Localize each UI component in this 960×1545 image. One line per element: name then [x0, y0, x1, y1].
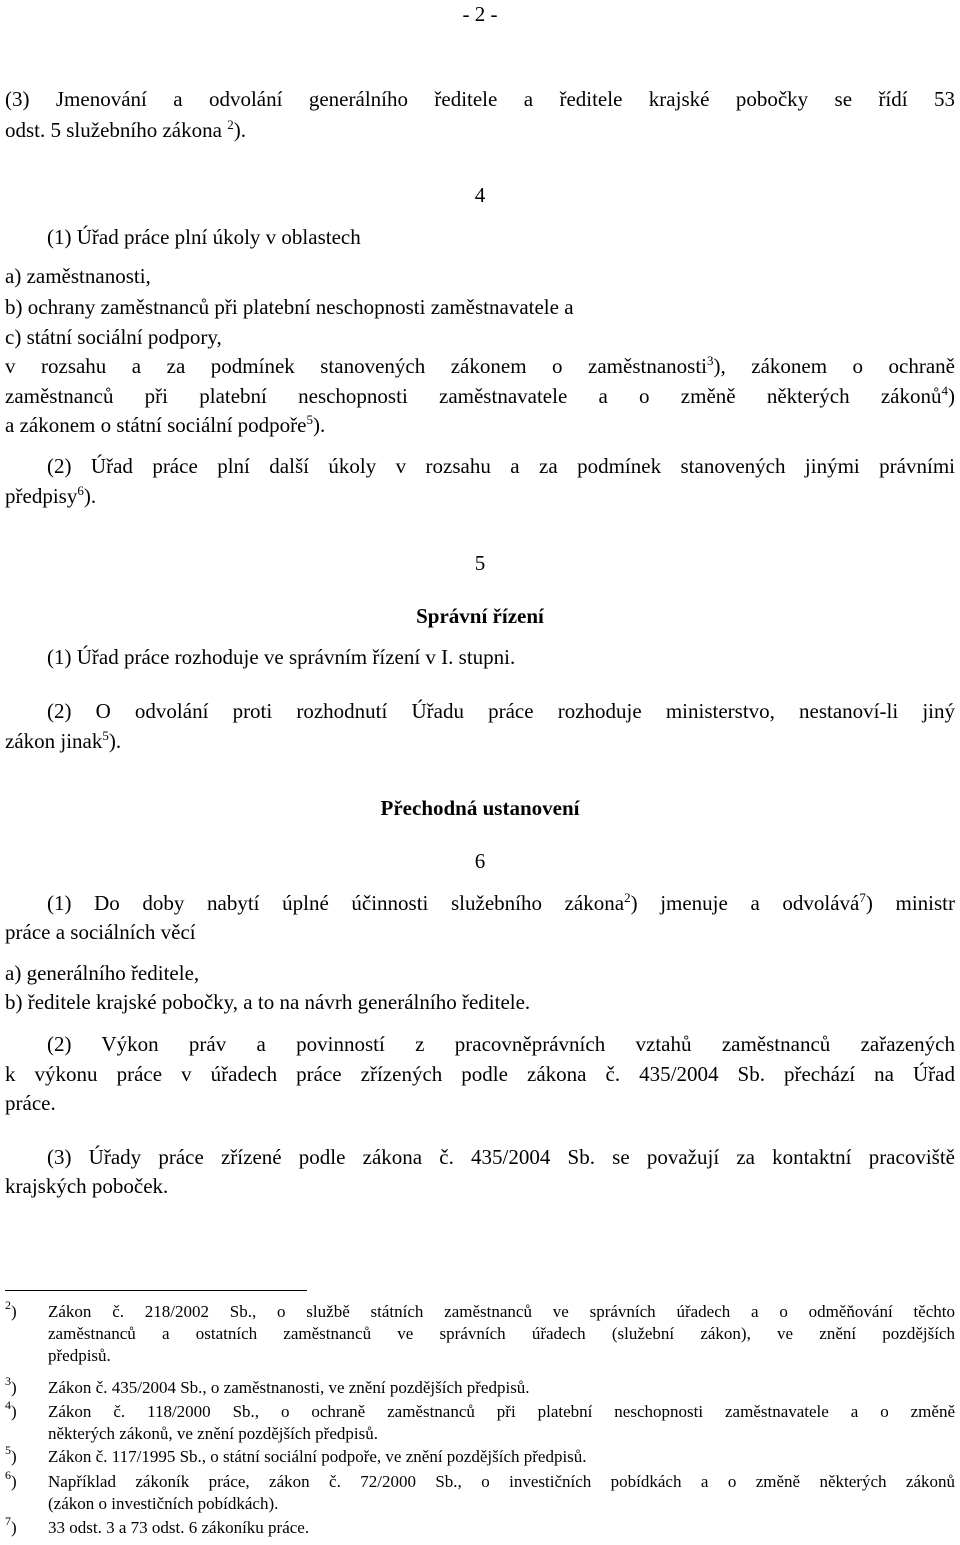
list-item: b) ochrany zaměstnanců při platební neschopnosti zaměstnavatele a: [5, 295, 574, 319]
footnote-number-digit: 6: [5, 1468, 11, 1482]
footnote-number-paren: ): [11, 1378, 17, 1397]
footnote-number-paren: ): [11, 1472, 17, 1491]
section-4-para2-line1: (2) Úřad práce plní další úkoly v rozsahu a za podmínek stanovených jinými právními: [47, 454, 955, 478]
footnote-number: [5, 1514, 17, 1538]
section-5-para1: (1) Úřad práce rozhoduje ve správním řízení v I. stupni.: [47, 645, 516, 669]
section-6-para2-line2: k výkonu práce v úřadech práce zřízených podle zákona č. 435/2004 Sb. přechází na Úřad: [5, 1062, 955, 1086]
footnote-text-line: některých zákonů, ve znění pozdějších předpisů.: [48, 1424, 378, 1443]
footnote-number: [5, 1398, 17, 1422]
section-4-text-line1: v rozsahu a za podmínek stanovených zákonem o zaměstnanosti$^3$), zákonem o ochraně: [5, 353, 955, 378]
transitional-title: Přechodná ustanovení: [380, 796, 580, 820]
section-5-heading: 5: [474, 551, 486, 575]
footnote-text-line: Zákon č. 117/1995 Sb., o státní sociální podpoře, ve znění pozdějších předpisů.: [48, 1447, 587, 1466]
list-item: a) generálního ředitele,: [5, 961, 200, 985]
section-6-heading: 6: [474, 849, 486, 873]
para3-line2: odst. 5 služebního zákona $^2$).: [5, 117, 246, 142]
footnote-number-digit: 7: [5, 1514, 11, 1528]
footnote-number-paren: ): [11, 1402, 17, 1421]
list-item: c) státní sociální podpory,: [5, 325, 222, 349]
footnote-number-digit: 5: [5, 1443, 11, 1457]
footnote-number-paren: ): [11, 1518, 17, 1537]
section-5-title: Správní řízení: [416, 604, 544, 628]
footnote-text-line: (zákon o investičních pobídkách).: [48, 1494, 279, 1513]
section-6-para1-line1: (1) Do doby nabytí úplné účinnosti služebního zákona$^2$) jmenuje a odvolává$^7$) ministr: [47, 890, 955, 915]
section-4-intro: (1) Úřad práce plní úkoly v oblastech: [47, 225, 361, 249]
section-5-para2-line1: (2) O odvolání proti rozhodnutí Úřadu práce rozhoduje ministerstvo, nestanoví-li jiný: [47, 699, 955, 723]
section-6-para2-line3: práce.: [5, 1091, 56, 1115]
footnote-number: [5, 1374, 17, 1398]
section-4-para2-line2: předpisy$^6$).: [5, 483, 97, 508]
page-number: - 2 -: [462, 2, 498, 26]
section-4-heading: 4: [474, 183, 486, 207]
section-4-text-line2: zaměstnanců při platební neschopnosti zaměstnavatele a o změně některých zákonů$^4$): [5, 383, 955, 408]
footnote-text-line: Zákon č. 118/2000 Sb., o ochraně zaměstnanců při platební neschopnosti zaměstnavatele a o změně: [48, 1402, 955, 1421]
section-4-text-line3: a zákonem o státní sociální podpoře$^5$).: [5, 412, 326, 437]
footnote-number: [5, 1443, 17, 1467]
list-item: a) zaměstnanosti,: [5, 264, 151, 288]
para3-line1: (3) Jmenování a odvolání generálního ředitele a ředitele krajské pobočky se řídí 53: [5, 87, 955, 111]
footnote-text-line: Zákon č. 435/2004 Sb., o zaměstnanosti, ve znění pozdějších předpisů.: [48, 1378, 530, 1397]
section-6-para1-line2: práce a sociálních věcí: [5, 920, 196, 944]
footnote-separator: [5, 1290, 307, 1291]
footnote-text-line: předpisů.: [48, 1346, 111, 1365]
footnote-number: [5, 1468, 17, 1492]
footnote-number-digit: 4: [5, 1398, 11, 1412]
footnote-number-digit: 3: [5, 1374, 11, 1388]
section-6-para3-line2: krajských poboček.: [5, 1174, 169, 1198]
footnote-number-paren: ): [11, 1447, 17, 1466]
section-6-para3-line1: (3) Úřady práce zřízené podle zákona č. 435/2004 Sb. se považují za kontaktní pracoviště: [47, 1145, 955, 1169]
section-6-para2-line1: (2) Výkon práv a povinností z pracovněprávních vztahů zaměstnanců zařazených: [47, 1032, 955, 1056]
section-5-para2-line2: zákon jinak$^5$).: [5, 728, 122, 753]
footnote-number: [5, 1298, 17, 1322]
footnote-text-line: zaměstnanců a ostatních zaměstnanců ve správních úřadech (služební zákon), ve znění pozdějších: [48, 1324, 955, 1343]
footnote-text-line: 33 odst. 3 a 73 odst. 6 zákoníku práce.: [48, 1518, 310, 1537]
footnote-number-paren: ): [11, 1302, 17, 1321]
footnote-number-digit: 2: [5, 1298, 11, 1312]
list-item: b) ředitele krajské pobočky, a to na návrh generálního ředitele.: [5, 990, 531, 1014]
footnote-text-line: Například zákoník práce, zákon č. 72/2000 Sb., o investičních pobídkách a o změně některých zákonů: [48, 1472, 955, 1491]
footnote-text-line: Zákon č. 218/2002 Sb., o službě státních zaměstnanců ve správních úřadech a o odměňování těchto: [48, 1302, 955, 1321]
